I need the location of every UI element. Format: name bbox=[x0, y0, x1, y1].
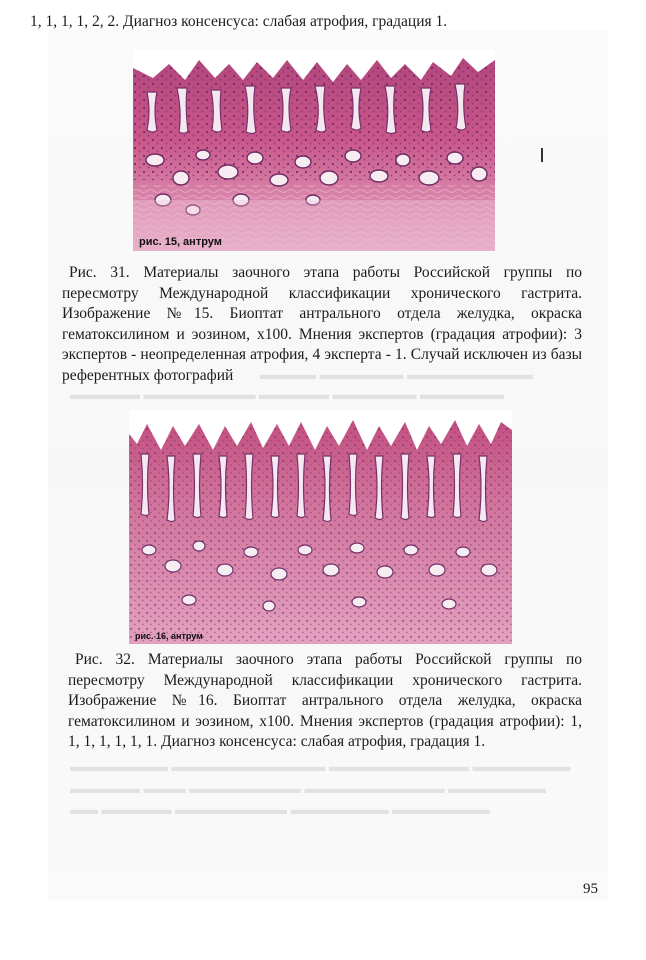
figure-15-label: рис. 15, антрум bbox=[139, 236, 222, 248]
header-line: 1, 1, 1, 1, 2, 2. Диагноз консенсуса: слабая атрофия, градация 1. bbox=[30, 13, 448, 30]
figure-16-label: рис. 16, антрум bbox=[135, 631, 203, 641]
scan-artifact bbox=[541, 148, 543, 162]
bleed-through-text: ▬▬ ▬▬▬▬▬ ▬▬▬▬▬▬▬▬ ▬▬▬▬▬▬▬ ▬▬▬▬▬▬▬ bbox=[70, 803, 490, 818]
micrograph-15-image bbox=[133, 50, 495, 251]
bleed-through-text: ▬▬▬▬▬ ▬▬▬ ▬▬▬▬▬▬▬▬ ▬▬▬▬▬▬▬▬▬▬ ▬▬▬▬▬▬▬ bbox=[70, 782, 546, 797]
micrograph-figure-15 bbox=[133, 50, 495, 251]
bleed-through-text: ▬▬▬▬▬ ▬▬▬▬▬▬▬▬ ▬▬▬▬▬ ▬▬▬▬▬▬ ▬▬▬▬▬▬ bbox=[70, 388, 504, 403]
figure-32-caption: Рис. 32. Материалы заочного этапа работы Российской группы по пересмотру Международной классификации хронического гастрита. Изображение №16. Биоптат антрального отдела желудка, окраска гематоксилином и эозином, х100. Мнения экспертов (градация атрофии): 1, 1, 1, 1, 1, 1, 1. Диагноз консенсуса: слабая атрофия, градация 1. bbox=[68, 651, 582, 750]
figure-31-caption: Рис. 31. Материалы заочного этапа работы Российской группы по пересмотру Международной классификации хронического гастрита. Изображение №15. Биоптат антрального отдела желудка, окраска гематоксилином и эозином, х100. Мнения экспертов (градация атрофии): 3 экспертов - неопределенная атрофия, 4 эксперта - 1. Случай исключен из базы референтных фотографий bbox=[62, 264, 582, 384]
bleed-through-text: ▬▬▬▬▬▬▬ ▬▬▬▬▬▬▬▬▬▬▬ ▬▬▬▬▬▬▬▬▬▬ ▬▬▬▬▬▬▬ bbox=[70, 760, 571, 775]
bleed-through-text: ▬▬▬▬ ▬▬▬▬▬▬ ▬▬▬▬▬▬▬▬▬ bbox=[260, 368, 533, 383]
micrograph-figure-16 bbox=[129, 410, 512, 644]
micrograph-16-image bbox=[129, 410, 512, 644]
page-number: 95 bbox=[583, 881, 598, 897]
